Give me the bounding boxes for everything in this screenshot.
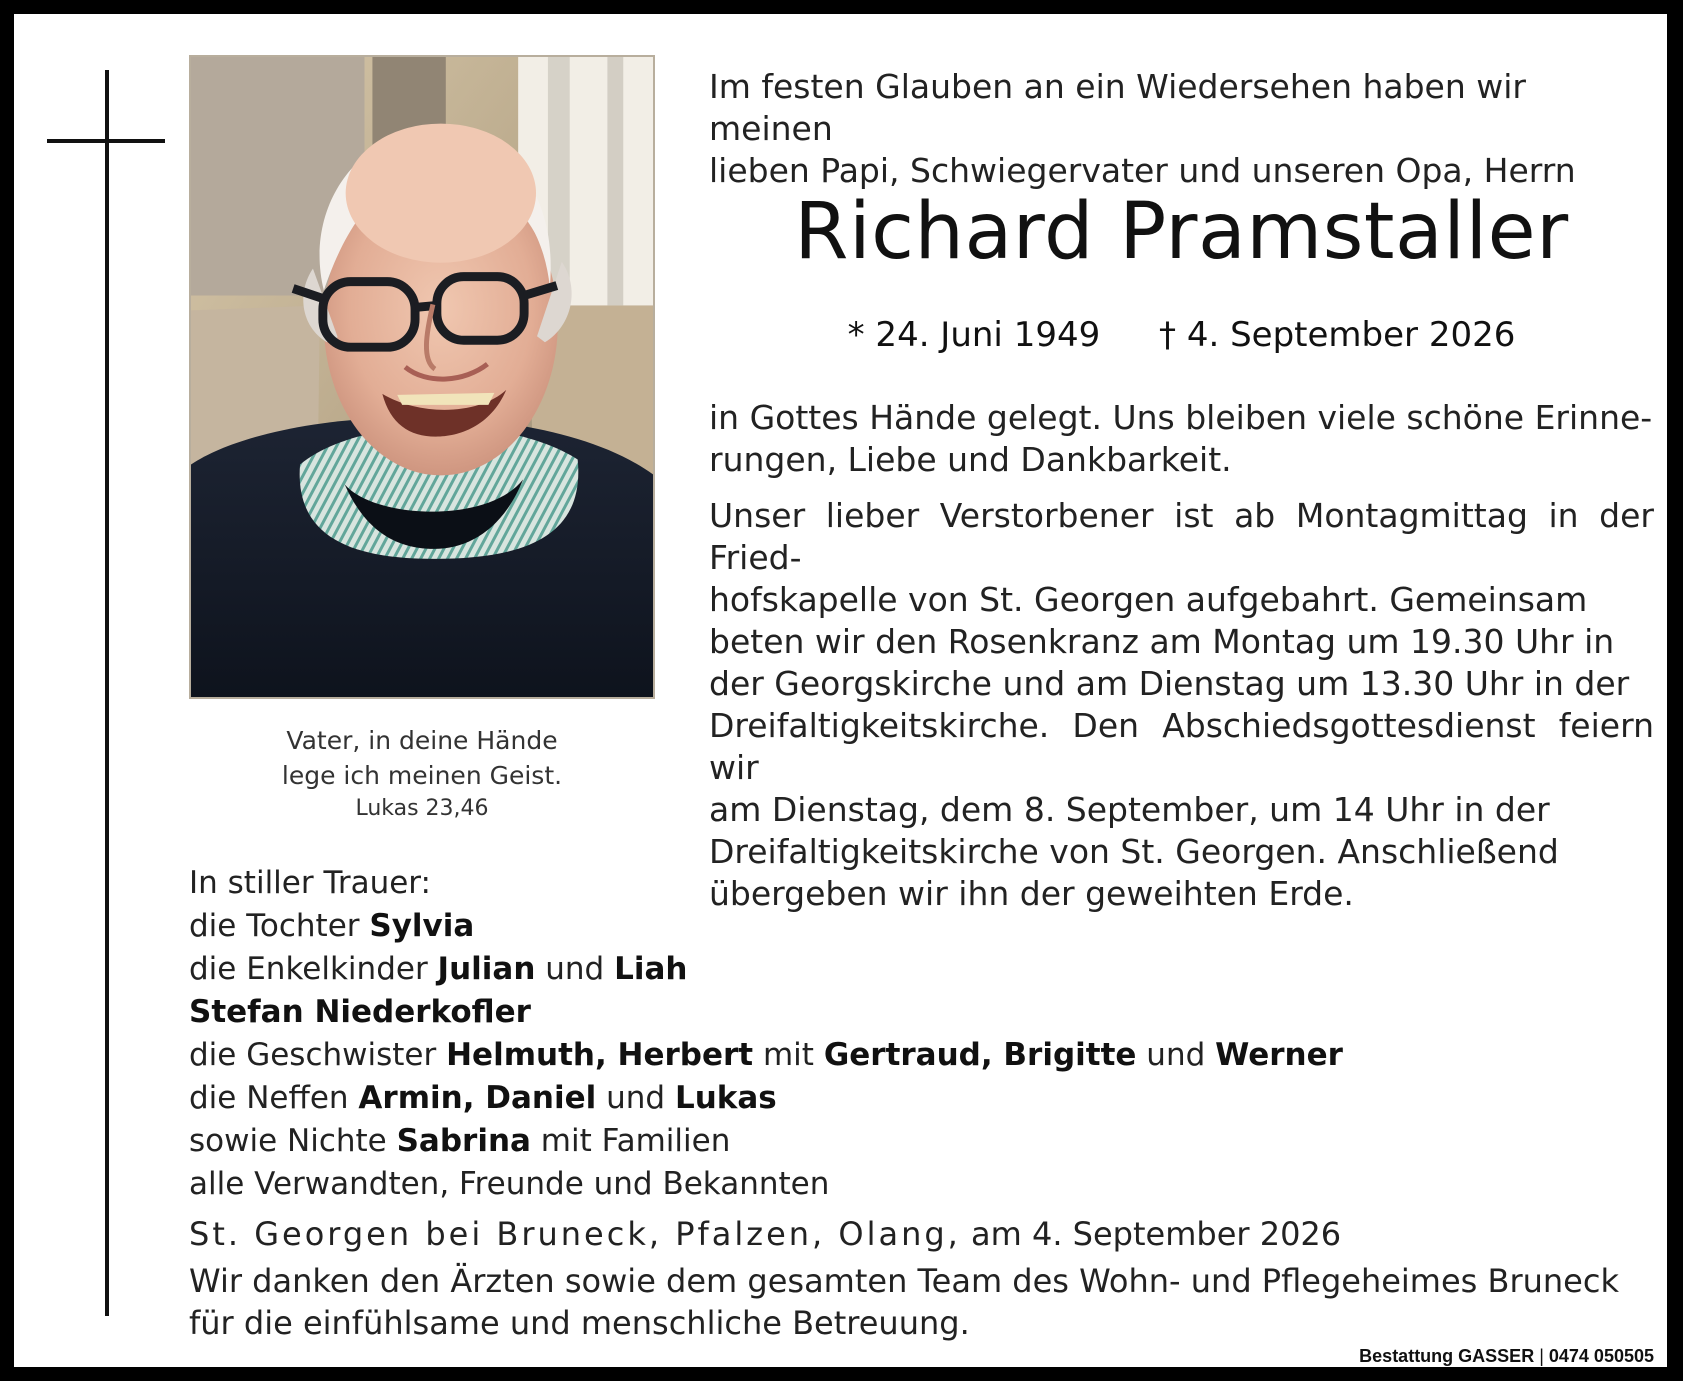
funeral-arrangements: [709, 495, 1654, 915]
quote-reference: Lukas 23,46: [355, 796, 489, 821]
life-dates: [709, 314, 1654, 356]
mourners-heading: In stiller Trauer:: [189, 865, 431, 901]
mourner-relatives: alle Verwandten, Freunde und Bekannten: [189, 1166, 830, 1202]
mourner-name: Julian: [437, 951, 536, 987]
mourner-name: Helmuth, Herbert: [446, 1037, 754, 1073]
thanks-line: Wir danken den Ärzten sowie dem gesamten Team des Wohn- und Pflegeheimes Bruneck: [189, 1262, 1619, 1300]
mourner-name: Sabrina: [396, 1123, 531, 1159]
intro-line: lieben Papi, Schwiegervater und unseren Opa, Herrn: [709, 151, 1576, 190]
mourner-suffix: mit Familien: [530, 1123, 731, 1159]
mourner-prefix: die Enkelkinder: [189, 951, 438, 987]
birth-date: * 24. Juni 1949: [847, 315, 1101, 355]
mourner-prefix: die Neffen: [189, 1080, 359, 1116]
arrangement-line: der Georgskirche und am Dienstag um 13.30 Uhr in der: [709, 664, 1630, 703]
thanks-text: [189, 1260, 1639, 1344]
notice-date: am 4. September 2026: [971, 1215, 1342, 1253]
memorial-message: [709, 397, 1654, 481]
mourner-name: Liah: [614, 951, 688, 987]
message-line: rungen, Liebe und Dankbarkeit.: [709, 440, 1232, 479]
mourner-prefix: die Geschwister: [189, 1037, 447, 1073]
thanks-line: für die einfühlsame und menschliche Betreuung.: [189, 1304, 970, 1342]
mourner-nephews: [189, 1077, 1639, 1120]
cross-icon-arm: [47, 139, 165, 143]
place-and-date: [189, 1213, 1639, 1255]
arrangement-line: Dreifaltigkeitskirche. Den Abschiedsgottesdienst feiern wir: [709, 706, 1654, 787]
arrangement-line: am Dienstag, dem 8. September, um 14 Uhr in der: [709, 790, 1550, 829]
message-line: in Gottes Hände gelegt. Uns bleiben viele schöne Erinne-: [709, 398, 1653, 437]
mourner-name: Lukas: [674, 1080, 777, 1116]
mourner-name: Gertraud, Brigitte: [823, 1037, 1137, 1073]
mourner-name: Armin, Daniel: [358, 1080, 597, 1116]
arrangement-line: hofskapelle von St. Georgen aufgebahrt. Gemeinsam: [709, 580, 1588, 619]
funeral-home-name: Bestattung GASSER: [1359, 1346, 1535, 1366]
mourner-siblings: [189, 1034, 1639, 1077]
mourner-grandchildren: [189, 948, 1639, 991]
arrangement-line: übergeben wir ihn der geweihten Erde.: [709, 874, 1354, 913]
funeral-home-footer: [1272, 1346, 1654, 1366]
deceased-name: Richard Pramstaller: [794, 187, 1569, 277]
place-names: St. Georgen bei Bruneck, Pfalzen, Olang,: [189, 1215, 961, 1253]
mourner-prefix: sowie Nichte: [189, 1123, 397, 1159]
mourner-name: Sylvia: [369, 908, 475, 944]
bible-quote: [189, 723, 655, 824]
mourners-list: [189, 862, 1639, 1206]
funeral-home-phone: 0474 050505: [1548, 1346, 1654, 1366]
mourner-connector: und: [1136, 1037, 1216, 1073]
intro-text: [709, 66, 1654, 192]
mourner-connector: und: [596, 1080, 675, 1116]
mourner-connector: mit: [753, 1037, 824, 1073]
mourner-connector: und: [535, 951, 615, 987]
portrait-photo: [189, 55, 655, 699]
obituary-notice: [14, 14, 1667, 1367]
arrangement-line: Unser lieber Verstorbener ist ab Montagmittag in der Fried-: [709, 496, 1654, 577]
cross-icon: [105, 70, 109, 1316]
mourner-prefix: die Tochter: [189, 908, 370, 944]
mourner-niece: [189, 1120, 1639, 1163]
mourner-name: Werner: [1215, 1037, 1343, 1073]
intro-line: Im festen Glauben an ein Wiedersehen haben wir meinen: [709, 67, 1526, 148]
quote-line: lege ich meinen Geist.: [281, 761, 563, 790]
mourner-partner: Stefan Niederkofler: [189, 994, 531, 1030]
death-date: † 4. September 2026: [1159, 315, 1516, 355]
portrait-illustration: [191, 57, 653, 697]
footer-separator: |: [1539, 1346, 1544, 1366]
quote-line: Vater, in deine Hände: [286, 726, 558, 755]
arrangement-line: beten wir den Rosenkranz am Montag um 19.30 Uhr in: [709, 622, 1615, 661]
arrangement-line: Dreifaltigkeitskirche von St. Georgen. Anschließend: [709, 832, 1559, 871]
mourner-daughter: [189, 905, 1639, 948]
